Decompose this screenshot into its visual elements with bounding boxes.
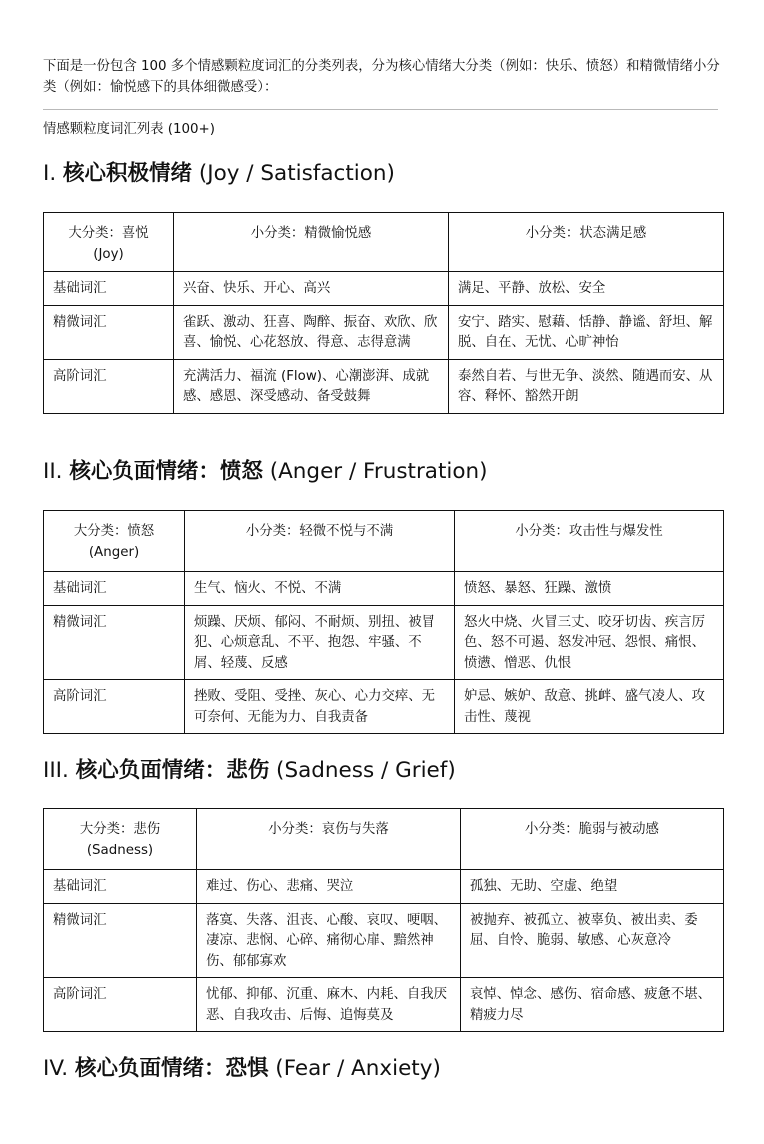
section-heading-main: 核心积极情绪: [63, 161, 193, 186]
vocab-cell: 愤怒、暴怒、狂躁、激愤: [455, 572, 724, 606]
level-cell: 精微词汇: [44, 305, 174, 359]
section-heading-suffix: (Fear / Anxiety): [268, 1056, 441, 1081]
level-cell: 高阶词汇: [44, 978, 197, 1032]
category-header-english: (Joy): [93, 246, 124, 262]
category-header-cell: [44, 511, 185, 572]
vocab-cell: 充满活力、福流 (Flow)、心潮澎湃、成就感、感恩、深受感动、备受鼓舞: [174, 359, 449, 413]
intro-paragraph: 下面是一份包含 100 多个情感颗粒度词汇的分类列表，分为核心情绪大分类（例如：快乐、愤怒）和精微情绪小分类（例如：愉悦感下的具体细微感受）：: [43, 59, 720, 95]
vocab-cell: 满足、平静、放松、安全: [449, 272, 724, 306]
horizontal-divider: [43, 109, 718, 110]
table-anger: [43, 510, 724, 734]
category-header-label: 大分类：悲伤: [79, 822, 161, 837]
category-header-cell: [44, 213, 174, 272]
level-cell: 基础词汇: [44, 572, 185, 606]
vocab-cell: 落寞、失落、沮丧、心酸、哀叹、哽咽、凄凉、悲悯、心碎、痛彻心扉、黯然神伤、郁郁寡欢: [197, 903, 461, 978]
vocab-cell: 孤独、无助、空虚、绝望: [461, 870, 724, 904]
table-row: [44, 572, 724, 606]
section-heading-prefix: II.: [43, 459, 70, 484]
table-row: [44, 903, 724, 978]
vocab-cell: 安宁、踏实、慰藉、恬静、静谧、舒坦、解脱、自在、无忧、心旷神怡: [449, 305, 724, 359]
vocab-cell: 兴奋、快乐、开心、高兴: [174, 272, 449, 306]
category-header-label: 大分类：喜悦: [68, 226, 149, 241]
vocab-cell: 烦躁、厌烦、郁闷、不耐烦、别扭、被冒犯、心烦意乱、不平、抱怨、牢骚、不屑、轻蔑、反感: [185, 605, 455, 680]
table-header-row: [44, 809, 724, 870]
section-heading-fear: [43, 1055, 441, 1083]
section-heading-main: 核心负面情绪：悲伤: [75, 758, 270, 783]
subcategory-header-cell: 小分类：哀伤与失落: [197, 809, 461, 870]
section-heading-joy: [43, 160, 395, 188]
level-cell: 高阶词汇: [44, 680, 185, 734]
subcategory-header-cell: 小分类：攻击性与爆发性: [455, 511, 724, 572]
vocab-cell: 妒忌、嫉妒、敌意、挑衅、盛气凌人、攻击性、蔑视: [455, 680, 724, 734]
level-cell: 精微词汇: [44, 903, 197, 978]
section-heading-suffix: (Anger / Frustration): [262, 459, 488, 484]
table-row: [44, 680, 724, 734]
subcategory-header-cell: 小分类：状态满足感: [449, 213, 724, 272]
table-row: [44, 605, 724, 680]
level-cell: 高阶词汇: [44, 359, 174, 413]
section-heading-prefix: IV.: [43, 1056, 75, 1081]
table-row: [44, 359, 724, 413]
subcategory-header-cell: 小分类：脆弱与被动感: [461, 809, 724, 870]
table-row: [44, 978, 724, 1032]
level-cell: 基础词汇: [44, 870, 197, 904]
section-heading-main: 核心负面情绪：恐惧: [74, 1056, 269, 1081]
category-header-label: 大分类：愤怒: [73, 524, 155, 539]
section-heading-prefix: III.: [43, 758, 76, 783]
table-row: [44, 870, 724, 904]
category-header-english: (Sadness): [86, 842, 154, 858]
section-heading-prefix: I.: [43, 161, 64, 186]
vocab-cell: 怒火中烧、火冒三丈、咬牙切齿、疾言厉色、怒不可遏、怒发冲冠、怨恨、痛恨、愤懑、憎恶、仇恨: [455, 605, 724, 680]
category-header-cell: [44, 809, 197, 870]
vocab-cell: 被抛弃、被孤立、被辜负、被出卖、委屈、自怜、脆弱、敏感、心灰意冷: [461, 903, 724, 978]
subcategory-header-cell: 小分类：精微愉悦感: [174, 213, 449, 272]
vocab-cell: 难过、伤心、悲痛、哭泣: [197, 870, 461, 904]
subcategory-header-cell: 小分类：轻微不悦与不满: [185, 511, 455, 572]
section-heading-anger: [43, 458, 488, 486]
section-heading-suffix: (Joy / Satisfaction): [192, 161, 395, 186]
table-header-row: [44, 511, 724, 572]
section-heading-sadness: [43, 757, 456, 785]
vocab-cell: 生气、恼火、不悦、不满: [185, 572, 455, 606]
vocab-cell: 挫败、受阻、受挫、灰心、心力交瘁、无可奈何、无能为力、自我责备: [185, 680, 455, 734]
level-cell: 精微词汇: [44, 605, 185, 680]
category-header-english: (Anger): [88, 544, 140, 560]
section-heading-suffix: (Sadness / Grief): [269, 758, 456, 783]
level-cell: 基础词汇: [44, 272, 174, 306]
table-row: [44, 305, 724, 359]
table-sadness: [43, 808, 724, 1032]
vocab-cell: 忧郁、抑郁、沉重、麻木、内耗、自我厌恶、自我攻击、后悔、追悔莫及: [197, 978, 461, 1032]
section-heading-main: 核心负面情绪：愤怒: [69, 459, 263, 484]
vocab-cell: 泰然自若、与世无争、淡然、随遇而安、从容、释怀、豁然开朗: [449, 359, 724, 413]
table-header-row: [44, 213, 724, 272]
table-joy: [43, 212, 724, 414]
vocab-cell: 雀跃、激动、狂喜、陶醉、振奋、欢欣、欣喜、愉悦、心花怒放、得意、志得意满: [174, 305, 449, 359]
table-row: [44, 272, 724, 306]
vocab-cell: 哀悼、悼念、感伤、宿命感、疲惫不堪、精疲力尽: [461, 978, 724, 1032]
list-title: 情感颗粒度词汇列表 (100+): [43, 122, 215, 137]
